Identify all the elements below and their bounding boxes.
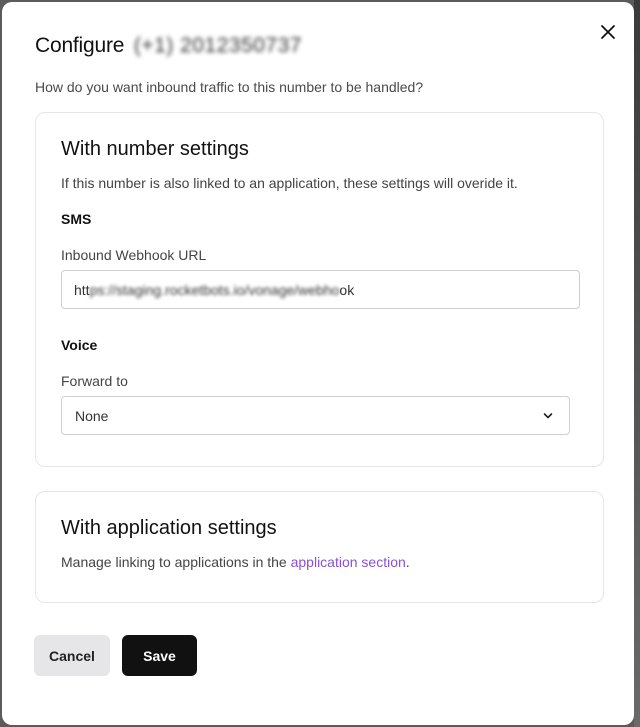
cancel-button[interactable]: Cancel — [34, 635, 110, 676]
number-settings-description: If this number is also linked to an application, these settings will overide it. — [61, 175, 518, 191]
close-icon[interactable] — [598, 22, 618, 42]
dialog-title-prefix: Configure — [35, 34, 125, 57]
backdrop — [634, 0, 640, 727]
application-settings-text: Manage linking to applications in the — [61, 554, 291, 570]
dialog-subtitle: How do you want inbound traffic to this number to be handled? — [35, 79, 424, 95]
phone-number-masked: (+1) 2012350737 — [133, 34, 302, 57]
application-settings-card — [35, 491, 604, 603]
save-button[interactable]: Save — [122, 635, 197, 676]
forward-to-value: None — [75, 408, 109, 424]
configure-number-dialog — [2, 2, 634, 725]
forward-to-label: Forward to — [61, 373, 128, 389]
webhook-url-input[interactable] — [61, 270, 580, 309]
application-settings-heading: With application settings — [61, 517, 277, 539]
number-settings-card — [35, 112, 604, 467]
application-settings-suffix: . — [405, 554, 410, 570]
dialog-title — [35, 34, 302, 58]
chevron-down-icon — [543, 411, 553, 421]
voice-section-label: Voice — [61, 337, 98, 353]
webhook-url-suffix: ok — [339, 282, 355, 298]
number-settings-heading: With number settings — [61, 138, 249, 160]
webhook-url-masked: ps://staging.rocketbots.io/vonage/webho — [89, 282, 340, 298]
forward-to-select[interactable] — [61, 396, 570, 435]
webhook-url-label: Inbound Webhook URL — [61, 247, 207, 263]
webhook-url-prefix: htt — [74, 282, 90, 298]
sms-section-label: SMS — [61, 211, 92, 227]
application-section-link[interactable]: application section — [290, 554, 406, 570]
application-settings-description — [61, 554, 410, 570]
